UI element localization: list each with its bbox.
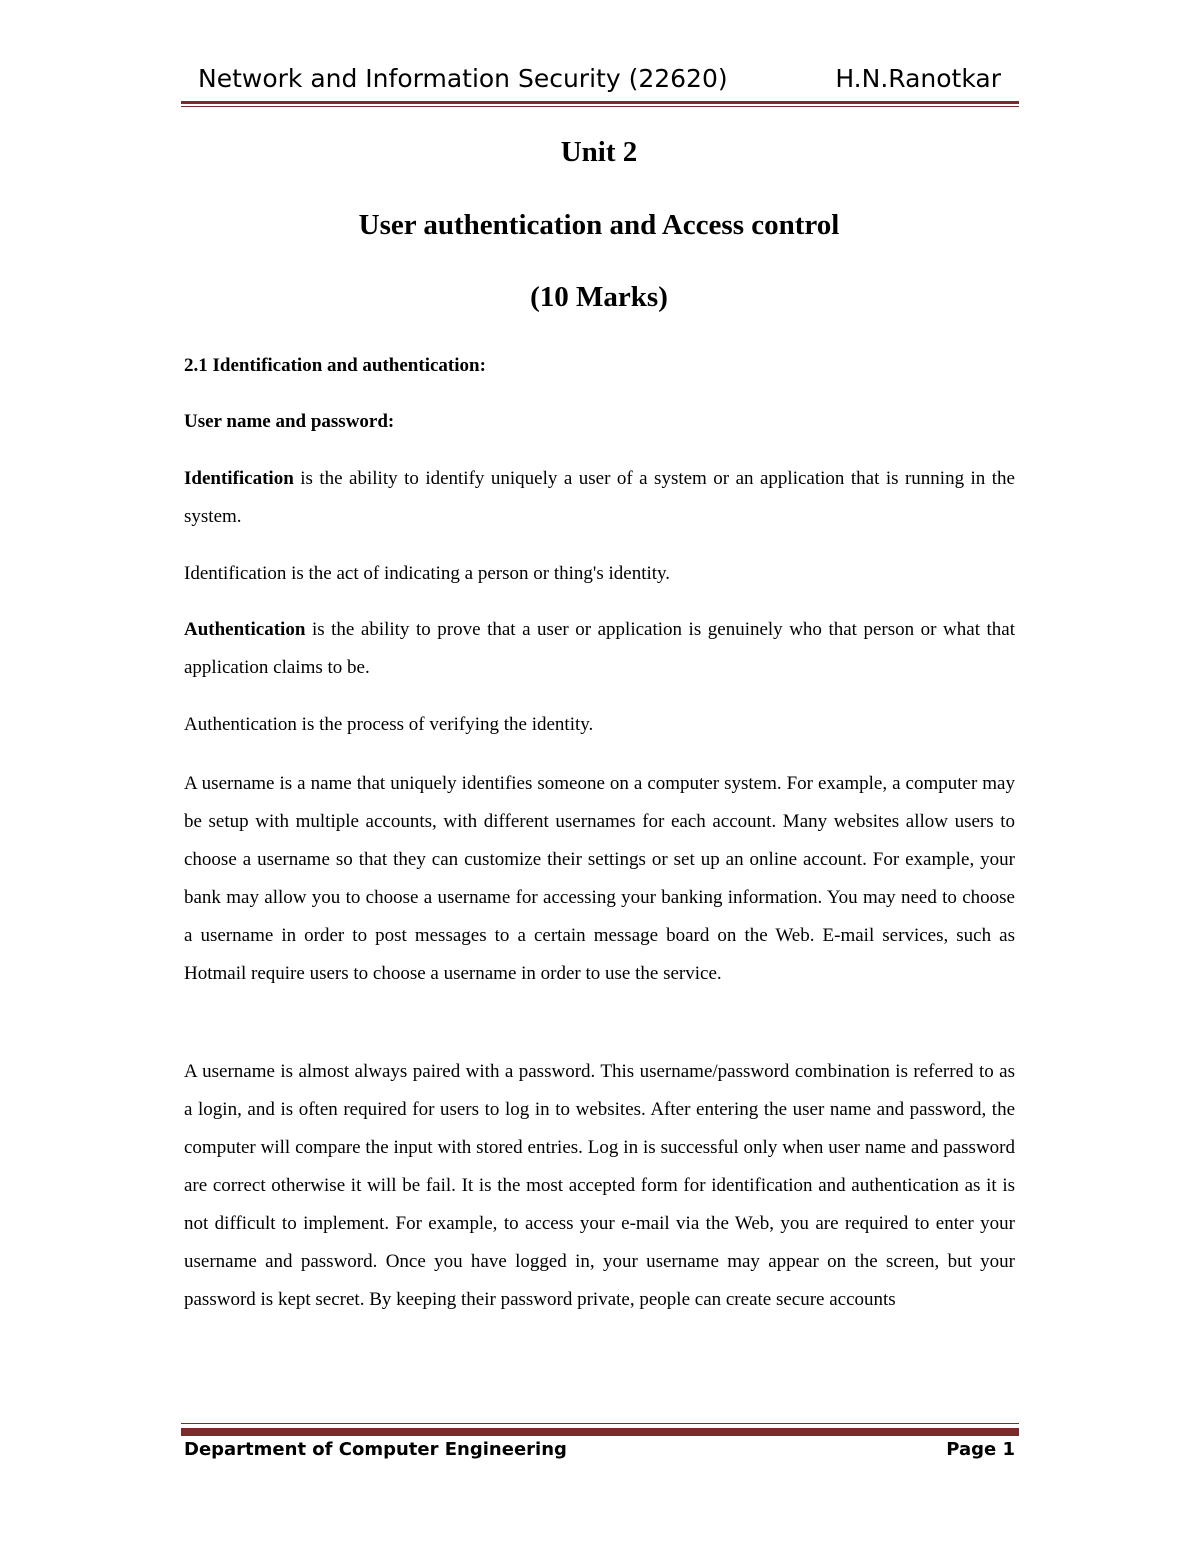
section-title	[184, 347, 1015, 385]
author-name: H.N.Ranotkar	[835, 64, 1001, 93]
term-identification: Identification	[184, 468, 294, 489]
topic-heading: User authentication and Access control	[358, 209, 840, 241]
authentication-process-text: Authentication is the process of verifying the identity.	[184, 714, 594, 735]
header-rule	[181, 101, 1019, 104]
section-title-text: 2.1 Identification and authentication:	[184, 355, 486, 376]
footer-rule	[181, 1428, 1019, 1436]
document-title: Network and Information Security (22620)	[198, 64, 728, 93]
authentication-definition: is the ability to prove that a user or application is genuinely who that person or what that application claims to be.	[184, 619, 1015, 678]
identification-act-text: Identification is the act of indicating a person or thing's identity.	[184, 563, 671, 584]
username-text: A username is a name that uniquely identifies someone on a computer system. For example, a computer may be setup with multiple accounts, with different usernames for each account. Many websites allow users to choose a username so that they can customize their settings or set up an online account. For example, your bank may allow you to choose a username for accessing your banking information. You may need to choose a username in order to post messages to a certain message board on the Web. E-mail services, such as Hotmail require users to choose a username in order to use the service.	[184, 773, 1015, 984]
header-rule-thin	[181, 106, 1019, 107]
footer-department: Department of Computer Engineering	[184, 1439, 567, 1460]
marks-heading: (10 Marks)	[530, 281, 668, 313]
paragraph-password	[184, 1053, 1015, 1319]
paragraph-username	[184, 765, 1015, 993]
term-authentication: Authentication	[184, 619, 306, 640]
page-header	[183, 64, 1019, 104]
section-subtitle	[184, 403, 1015, 441]
identification-definition: is the ability to identify uniquely a user of a system or an application that is running in the system.	[184, 468, 1015, 527]
section-subtitle-text: User name and password:	[184, 411, 395, 432]
footer-page-number: Page 1	[946, 1439, 1015, 1460]
paragraph-identification	[184, 460, 1015, 536]
paragraph-authentication-process	[184, 706, 1015, 744]
footer-rule-thin	[181, 1423, 1019, 1424]
paragraph-authentication	[184, 611, 1015, 687]
paragraph-identification-act	[184, 555, 1015, 593]
password-text: A username is almost always paired with a password. This username/password combination is referred to as a login, and is often required for users to log in to websites. After entering the user name and password, the computer will compare the input with stored entries. Log in is successful only when user name and password are correct otherwise it will be fail. It is the most accepted form for identification and authentication as it is not difficult to implement. For example, to access your e-mail via the Web, you are required to enter your username and password. Once you have logged in, your username may appear on the screen, but your password is kept secret. By keeping their password private, people can create secure accounts	[184, 1061, 1015, 1310]
unit-heading: Unit 2	[560, 136, 638, 168]
